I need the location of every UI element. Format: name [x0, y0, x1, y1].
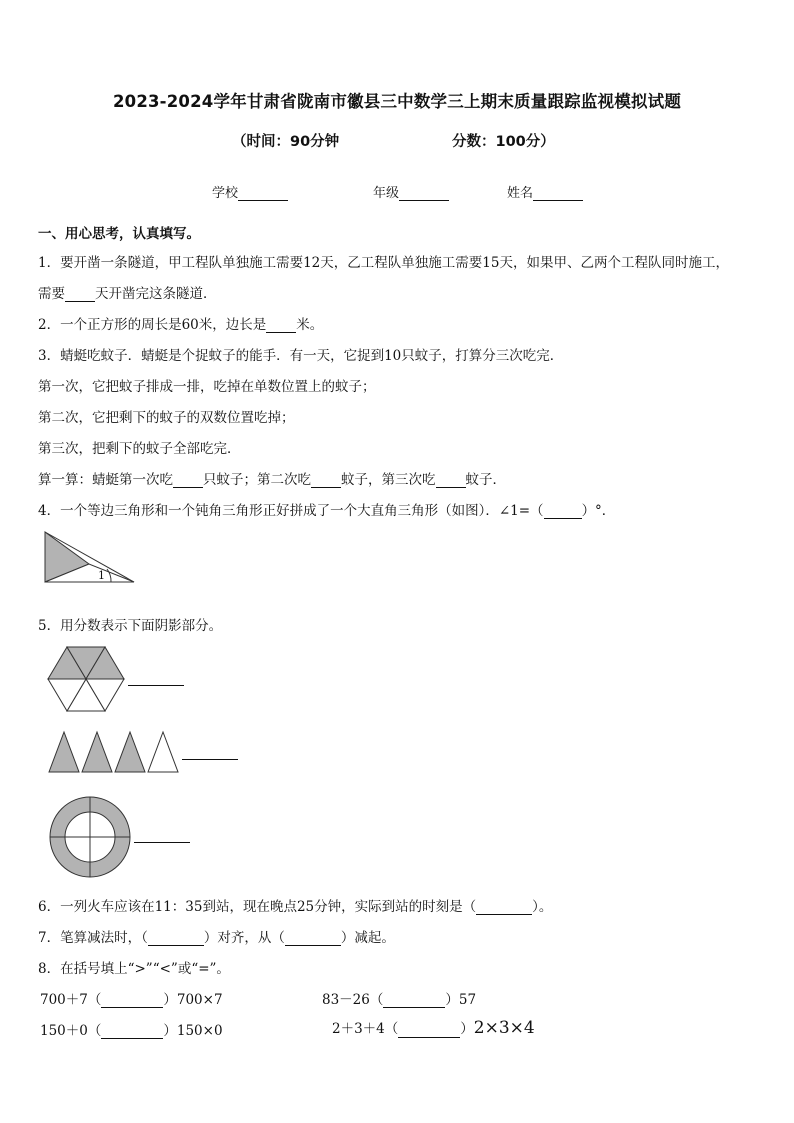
q4-line: 4．一个等边三角形和一个钝角三角形正好拼成了一个大直角三角形（如图）．∠1=（ ）°．: [38, 503, 616, 519]
triangle-shaded-3: [115, 732, 145, 772]
q8-row2-right: 2＋3＋4（ ）2×3×4: [332, 1018, 535, 1038]
school-label: 学校: [212, 186, 239, 201]
circle-figure: [48, 795, 132, 879]
q4-triangle-figure: [40, 530, 140, 586]
q8-row1-right: 83－26（ ）57: [322, 992, 477, 1008]
q3-line2: 第一次，它把蚊子排成一排，吃掉在单数位置上的蚊子；: [38, 379, 376, 395]
q6-blank[interactable]: [476, 900, 532, 915]
q8-blank-4[interactable]: [398, 1023, 460, 1038]
name-label: 姓名: [507, 186, 534, 201]
exam-score: 分数：100分）: [452, 134, 555, 150]
q7-line: 7．笔算减法时，（ ）对齐，从（ ）减起。: [38, 930, 395, 946]
q8-row2-left: 150＋0（ ）150×0: [40, 1023, 223, 1039]
q8-blank-1[interactable]: [101, 993, 163, 1008]
name-blank[interactable]: [533, 186, 583, 201]
hexagon-figure: [46, 645, 126, 713]
q8-product-expression: 2×3×4: [473, 1018, 535, 1038]
section-heading: 一、用心思考，认真填写。: [38, 226, 200, 242]
school-blank[interactable]: [238, 186, 288, 201]
q7-blank-1[interactable]: [148, 931, 204, 946]
q2-blank[interactable]: [266, 318, 296, 333]
angle-1-label: 1: [98, 569, 105, 582]
q8-line: 8．在括号填上“>”“<”或“=”。: [38, 961, 230, 977]
q8-blank-2[interactable]: [383, 993, 445, 1008]
q3-blank-2[interactable]: [311, 473, 341, 488]
q8-row1-left: 700＋7（ ）700×7: [40, 992, 223, 1008]
triangle-shaded-1: [49, 732, 79, 772]
grade-field: [373, 182, 449, 201]
exam-time: （时间：90分钟: [232, 134, 340, 150]
name-field: [507, 182, 583, 201]
q3-blank-3[interactable]: [436, 473, 466, 488]
circle-answer-blank[interactable]: [134, 827, 190, 843]
q7-blank-2[interactable]: [285, 931, 341, 946]
q3-calc: 算一算：蜻蜓第一次吃 只蚊子；第二次吃 蚊子，第三次吃 蚊子．: [38, 472, 506, 488]
grade-label: 年级: [373, 186, 400, 201]
q4-blank[interactable]: [544, 504, 582, 519]
q1-blank[interactable]: [65, 287, 95, 302]
q1-line1: 1．要开凿一条隧道，甲工程队单独施工需要12天，乙工程队单独施工需要15天，如果甲、乙两个工程队同时施工，: [38, 255, 729, 271]
triangle-shaded-2: [82, 732, 112, 772]
q3-line1: 3．蜻蜓吃蚊子．蜻蜓是个捉蚊子的能手．有一天，它捉到10只蚊子，打算分三次吃完．: [38, 348, 564, 364]
q1-line2: 需要 天开凿完这条隧道．: [38, 286, 217, 302]
q2-line: 2．一个正方形的周长是60米，边长是 米。: [38, 317, 324, 333]
q8-blank-3[interactable]: [101, 1024, 163, 1039]
q6-line: 6．一列火车应该在11：35到站，现在晚点25分钟，实际到站的时刻是（ ）。: [38, 899, 553, 915]
triangles-answer-blank[interactable]: [182, 744, 238, 760]
school-field: [212, 182, 288, 201]
grade-blank[interactable]: [399, 186, 449, 201]
page-title: 2023-2024学年甘肃省陇南市徽县三中数学三上期末质量跟踪监视模拟试题: [112, 92, 682, 111]
q3-blank-1[interactable]: [173, 473, 203, 488]
hexagon-answer-blank[interactable]: [128, 670, 184, 686]
q3-line4: 第三次，把剩下的蚊子全部吃完．: [38, 441, 241, 457]
triangles-figure: [47, 730, 187, 774]
q5-line: 5．用分数表示下面阴影部分。: [38, 618, 223, 634]
triangle-empty-4: [148, 732, 178, 772]
q3-line3: 第二次，它把剩下的蚊子的双数位置吃掉；: [38, 410, 295, 426]
